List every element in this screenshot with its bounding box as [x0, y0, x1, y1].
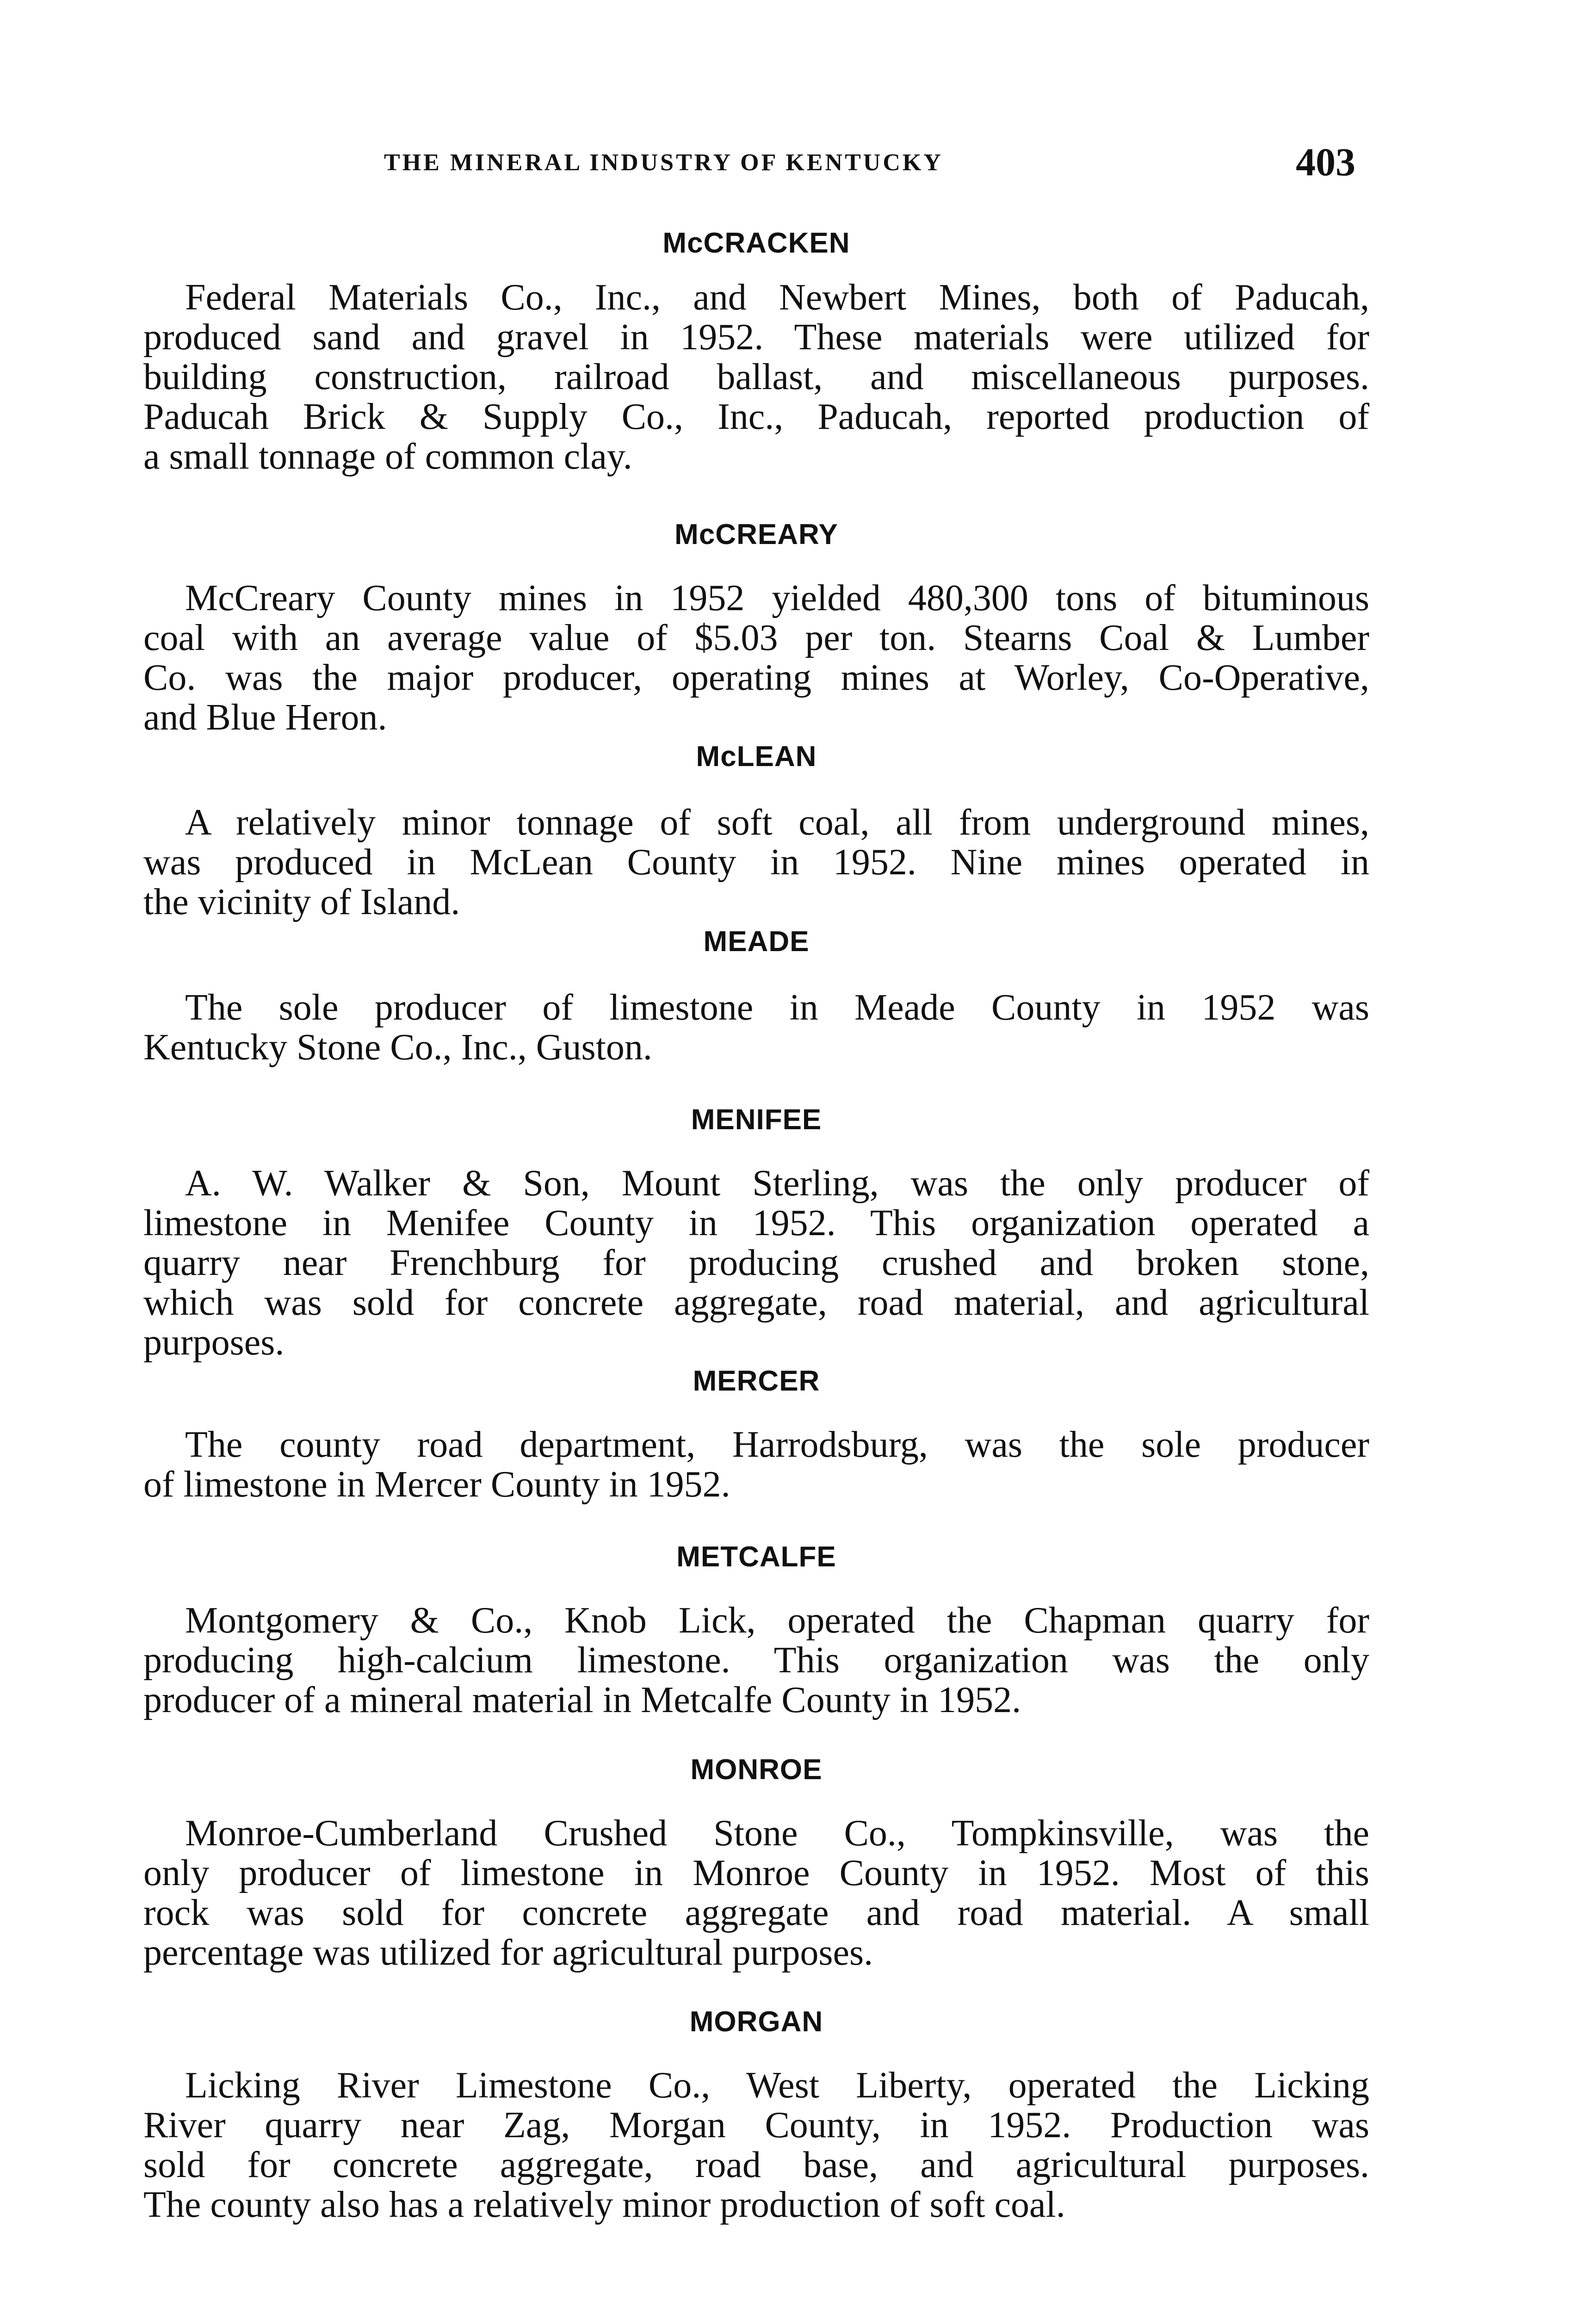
paragraph-line: Kentucky Stone Co., Inc., Guston. — [143, 1027, 652, 1068]
section-paragraph-mccracken — [143, 278, 1369, 476]
paragraph-line: McCreary County mines in 1952 yielded 480,300 tons of bituminous — [185, 578, 1369, 618]
paragraph-line: percentage was utilized for agricultural purposes. — [143, 1932, 873, 1973]
section-heading-mercer: MERCER — [693, 1365, 820, 1397]
section-heading-monroe: MONROE — [690, 1754, 823, 1786]
paragraph-line: purposes. — [143, 1322, 285, 1363]
paragraph-line: which was sold for concrete aggregate, road material, and agricultural — [143, 1282, 1369, 1323]
paragraph-line: producing high-calcium limestone. This organization was the only — [143, 1640, 1369, 1681]
section-paragraph-monroe — [143, 1813, 1369, 1973]
section-paragraph-mclean — [143, 803, 1369, 922]
section-heading-mccreary: McCREARY — [674, 519, 838, 550]
section-heading-mclean: McLEAN — [696, 741, 817, 773]
section-heading-metcalfe: METCALFE — [676, 1541, 836, 1573]
running-head — [384, 139, 1355, 190]
paragraph-line: rock was sold for concrete aggregate and road material. A small — [143, 1892, 1369, 1933]
paragraph-line: produced sand and gravel in 1952. These materials were utilized for — [143, 317, 1369, 358]
section-heading-meade: MEADE — [703, 926, 810, 958]
section-heading-menifee: MENIFEE — [691, 1104, 822, 1136]
paragraph-line: The sole producer of limestone in Meade County in 1952 was — [185, 987, 1369, 1028]
section-paragraph-mercer — [143, 1425, 1369, 1504]
paragraph-line: The county also has a relatively minor production of soft coal. — [143, 2184, 1065, 2225]
section-paragraph-morgan — [143, 2066, 1369, 2225]
paragraph-line: Monroe-Cumberland Crushed Stone Co., Tompkinsville, was the — [185, 1813, 1369, 1854]
paragraph-line: of limestone in Mercer County in 1952. — [143, 1464, 730, 1505]
section-heading-mccracken: McCRACKEN — [662, 227, 850, 259]
paragraph-line: Licking River Limestone Co., West Liberty, operated the Licking — [185, 2065, 1369, 2106]
paragraph-line: producer of a mineral material in Metcalfe County in 1952. — [143, 1680, 1021, 1720]
paragraph-line: Paducah Brick & Supply Co., Inc., Paducah, reported production of — [143, 396, 1369, 437]
paragraph-line: limestone in Menifee County in 1952. This organization operated a — [143, 1203, 1369, 1243]
paragraph-line: Federal Materials Co., Inc., and Newbert Mines, both of Paducah, — [185, 277, 1369, 318]
paragraph-line: a small tonnage of common clay. — [143, 436, 632, 477]
paragraph-line: and Blue Heron. — [143, 697, 387, 738]
paragraph-line: A. W. Walker & Son, Mount Sterling, was the only producer of — [185, 1163, 1369, 1204]
paragraph-line: was produced in McLean County in 1952. Nine mines operated in — [143, 842, 1369, 883]
section-paragraph-mccreary — [143, 578, 1369, 737]
paragraph-line: the vicinity of Island. — [143, 882, 460, 922]
paragraph-line: coal with an average value of $5.03 per ton. Stearns Coal & Lumber — [143, 618, 1369, 658]
paragraph-line: Montgomery & Co., Knob Lick, operated the Chapman quarry for — [185, 1600, 1369, 1641]
paragraph-line: A relatively minor tonnage of soft coal, all from underground mines, — [185, 802, 1369, 843]
paragraph-line: Co. was the major producer, operating mines at Worley, Co-Operative, — [143, 657, 1369, 698]
section-paragraph-menifee — [143, 1163, 1369, 1362]
paragraph-line: only producer of limestone in Monroe County in 1952. Most of this — [143, 1853, 1369, 1893]
paragraph-line: sold for concrete aggregate, road base, and agricultural purposes. — [143, 2145, 1369, 2185]
section-paragraph-metcalfe — [143, 1601, 1369, 1720]
running-title: THE MINERAL INDUSTRY OF KENTUCKY — [384, 149, 943, 176]
page-number: 403 — [1296, 140, 1355, 184]
paragraph-line: The county road department, Harrodsburg, was the sole producer — [185, 1424, 1369, 1465]
paragraph-line: building construction, railroad ballast, and miscellaneous purposes. — [143, 357, 1369, 397]
paragraph-line: quarry near Frenchburg for producing crushed and broken stone, — [143, 1243, 1369, 1283]
section-paragraph-meade — [143, 988, 1369, 1067]
paragraph-line: River quarry near Zag, Morgan County, in 1952. Production was — [143, 2105, 1369, 2146]
section-heading-morgan: MORGAN — [689, 2006, 823, 2038]
